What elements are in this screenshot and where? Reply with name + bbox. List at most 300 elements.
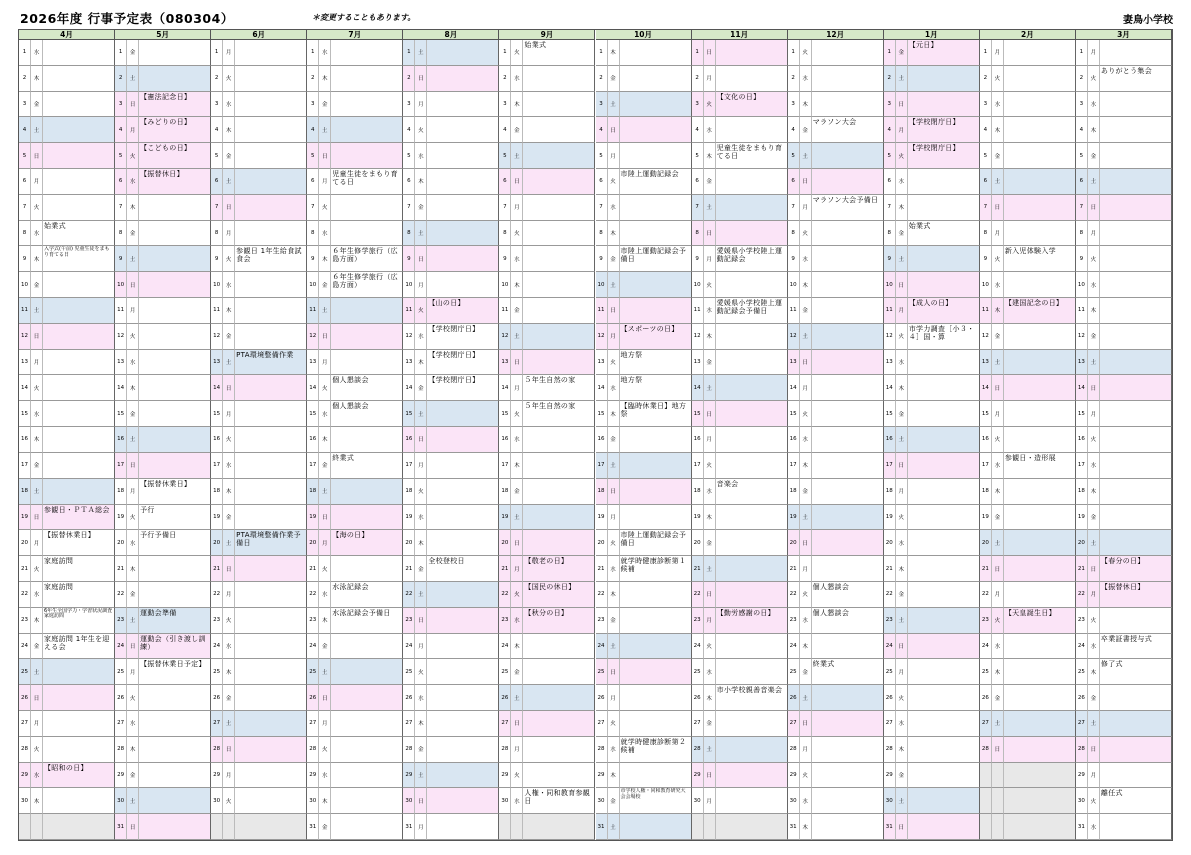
weekday: 土 [992,169,1004,195]
event-cell [43,788,115,814]
day-number: 21 [211,556,223,582]
weekday: 水 [415,324,427,350]
event-cell: 卒業証書授与式 [1100,634,1172,660]
event-cell [235,737,307,763]
weekday: 金 [1088,143,1100,169]
event-cell: 地方祭 [620,375,692,401]
weekday: 木 [415,530,427,556]
day-number: 7 [596,195,608,221]
weekday: 金 [704,350,716,376]
day-number: 20 [403,530,415,556]
day-number: 16 [692,427,704,453]
day-number: 3 [499,92,511,118]
month-header: 2月 [980,30,1076,40]
day-number: 31 [115,814,127,840]
event-cell [908,479,980,505]
day-number: 22 [499,582,511,608]
weekday: 金 [319,92,331,118]
event-cell: 【振替休業日】 [43,530,115,556]
day-number: 27 [1076,711,1088,737]
weekday: 水 [896,711,908,737]
event-cell [716,221,788,247]
month-header: 8月 [403,30,499,40]
day-number: 9 [884,246,896,272]
day-number: 18 [884,479,896,505]
event-cell [235,556,307,582]
day-number: 4 [211,117,223,143]
day-number: 16 [980,427,992,453]
day-number: 2 [884,66,896,92]
weekday: 日 [415,427,427,453]
event-cell: 市学力調査［小３・４］国・算 [908,324,980,350]
day-number: 5 [788,143,800,169]
weekday: 月 [992,401,1004,427]
day-number: 19 [211,505,223,531]
weekday: 金 [415,556,427,582]
weekday: 月 [223,582,235,608]
day-number: 11 [211,298,223,324]
weekday: 月 [223,763,235,789]
event-cell [812,530,884,556]
day-number: 18 [499,479,511,505]
day-number: 5 [211,143,223,169]
day-number: 30 [884,788,896,814]
weekday [992,814,1004,840]
event-cell [139,556,211,582]
event-cell [331,298,403,324]
weekday: 日 [800,350,812,376]
day-number: 17 [307,453,319,479]
weekday: 月 [31,530,43,556]
weekday: 月 [415,634,427,660]
day-number: 12 [692,324,704,350]
day-number: 18 [596,479,608,505]
weekday: 金 [896,221,908,247]
weekday: 日 [223,737,235,763]
weekday: 水 [319,582,331,608]
weekday: 土 [511,143,523,169]
weekday: 金 [800,659,812,685]
event-cell [1004,169,1076,195]
weekday: 金 [896,40,908,66]
day-number: 27 [596,711,608,737]
day-number: 15 [692,401,704,427]
weekday: 木 [704,324,716,350]
event-cell [716,814,788,840]
day-number: 24 [307,634,319,660]
weekday: 金 [415,375,427,401]
weekday: 水 [31,763,43,789]
day-number: 10 [596,272,608,298]
weekday: 火 [800,40,812,66]
weekday: 土 [223,711,235,737]
event-cell [1004,814,1076,840]
day-number: 20 [19,530,31,556]
event-cell [812,143,884,169]
day-number: 17 [692,453,704,479]
event-cell [235,659,307,685]
day-number: 29 [211,763,223,789]
day-number: 11 [19,298,31,324]
day-number: 2 [211,66,223,92]
weekday: 水 [223,453,235,479]
event-cell [1100,246,1172,272]
day-number: 19 [980,505,992,531]
day-number: 18 [692,479,704,505]
day-number: 5 [115,143,127,169]
event-cell [427,763,499,789]
event-cell [139,221,211,247]
weekday: 木 [511,634,523,660]
day-number: 11 [692,298,704,324]
day-number: 12 [19,324,31,350]
weekday: 木 [511,453,523,479]
event-cell [235,608,307,634]
day-number: 23 [980,608,992,634]
weekday: 金 [127,763,139,789]
event-cell [139,814,211,840]
day-number: 21 [596,556,608,582]
event-cell [43,659,115,685]
weekday: 木 [704,505,716,531]
event-cell [1100,711,1172,737]
weekday: 水 [1088,453,1100,479]
event-cell [1004,737,1076,763]
weekday: 日 [992,195,1004,221]
day-number: 26 [596,685,608,711]
weekday: 土 [31,479,43,505]
day-number: 1 [115,40,127,66]
event-cell [523,246,595,272]
day-number: 22 [884,582,896,608]
weekday: 水 [319,763,331,789]
day-number: 30 [115,788,127,814]
weekday: 木 [31,246,43,272]
event-cell [331,737,403,763]
event-cell [331,66,403,92]
event-cell [620,40,692,66]
weekday: 火 [127,505,139,531]
event-cell: 予行 [139,505,211,531]
event-cell [620,608,692,634]
weekday: 水 [992,92,1004,118]
day-number: 13 [692,350,704,376]
month-header: 9月 [499,30,595,40]
weekday: 土 [896,608,908,634]
weekday: 月 [704,427,716,453]
weekday: 木 [319,788,331,814]
day-number: 26 [307,685,319,711]
weekday: 水 [127,530,139,556]
day-number: 23 [115,608,127,634]
day-number: 23 [403,608,415,634]
event-cell [1004,634,1076,660]
day-number: 15 [499,401,511,427]
weekday: 木 [31,427,43,453]
event-cell [331,685,403,711]
weekday: 日 [31,143,43,169]
event-cell [427,788,499,814]
weekday: 木 [704,143,716,169]
day-number: 17 [115,453,127,479]
weekday: 水 [31,40,43,66]
event-cell [331,659,403,685]
event-cell [620,453,692,479]
event-cell: マラソン大会 [812,117,884,143]
day-number: 1 [1076,40,1088,66]
day-number: 8 [788,221,800,247]
weekday: 木 [319,246,331,272]
day-number: 14 [596,375,608,401]
day-number: 13 [115,350,127,376]
weekday: 土 [896,788,908,814]
day-number: 21 [403,556,415,582]
weekday: 月 [415,814,427,840]
event-cell [427,427,499,453]
weekday: 月 [319,350,331,376]
day-number: 21 [499,556,511,582]
event-cell [1004,685,1076,711]
event-cell: 【臨時休業日】地方祭 [620,401,692,427]
day-number: 1 [884,40,896,66]
day-number: 11 [115,298,127,324]
event-cell [139,298,211,324]
event-cell [620,221,692,247]
event-cell [1100,685,1172,711]
weekday: 火 [511,221,523,247]
day-number: 20 [884,530,896,556]
event-cell: 【勤労感謝の日】 [716,608,788,634]
day-number: 13 [596,350,608,376]
month-header: 6月 [211,30,307,40]
weekday: 土 [608,272,620,298]
event-cell [1004,582,1076,608]
day-number: 31 [307,814,319,840]
event-cell: 【振替休日】 [139,169,211,195]
day-number: 14 [19,375,31,401]
event-cell: 【海の日】 [331,530,403,556]
day-number: 15 [788,401,800,427]
event-cell [1004,788,1076,814]
event-cell [1100,350,1172,376]
event-cell: 児童生徒をまもり育てる日 [716,143,788,169]
weekday: 月 [31,350,43,376]
weekday: 月 [1088,582,1100,608]
weekday: 月 [127,298,139,324]
weekday: 火 [896,685,908,711]
event-cell: 音楽会 [716,479,788,505]
weekday: 日 [1088,195,1100,221]
weekday: 金 [896,763,908,789]
day-number: 21 [788,556,800,582]
day-number: 8 [692,221,704,247]
day-number: 4 [596,117,608,143]
day-number: 19 [403,505,415,531]
event-cell: 【学校閉庁日】 [427,324,499,350]
weekday: 日 [608,117,620,143]
weekday: 木 [127,737,139,763]
weekday: 月 [127,117,139,143]
weekday: 火 [704,453,716,479]
event-cell [43,479,115,505]
event-cell [523,169,595,195]
weekday: 金 [992,324,1004,350]
weekday: 土 [704,737,716,763]
weekday: 木 [1088,659,1100,685]
event-cell [235,634,307,660]
event-cell: 【学校閉庁日】 [427,350,499,376]
day-number: 5 [403,143,415,169]
weekday: 土 [319,298,331,324]
day-number: 13 [211,350,223,376]
weekday: 火 [223,246,235,272]
event-cell [716,195,788,221]
weekday: 日 [511,169,523,195]
weekday: 水 [223,634,235,660]
event-cell [1004,711,1076,737]
event-cell [620,117,692,143]
day-number: 16 [211,427,223,453]
day-number: 20 [307,530,319,556]
weekday: 金 [223,505,235,531]
weekday: 月 [1088,40,1100,66]
day-number: 7 [403,195,415,221]
day-number: 22 [403,582,415,608]
day-number: 11 [403,298,415,324]
day-number: 12 [499,324,511,350]
day-number: 20 [115,530,127,556]
day-number: 7 [788,195,800,221]
weekday: 金 [800,298,812,324]
weekday: 木 [223,659,235,685]
event-cell: 水泳記録会予備日 [331,608,403,634]
weekday: 土 [223,350,235,376]
weekday: 土 [127,608,139,634]
event-cell [427,169,499,195]
weekday: 月 [511,195,523,221]
event-cell [812,479,884,505]
day-number: 24 [499,634,511,660]
weekday: 木 [223,298,235,324]
weekday: 水 [415,505,427,531]
day-number: 7 [692,195,704,221]
weekday: 金 [319,814,331,840]
weekday: 金 [415,737,427,763]
weekday: 火 [223,788,235,814]
day-number: 2 [403,66,415,92]
day-number: 1 [211,40,223,66]
day-number: 13 [1076,350,1088,376]
day-number: 22 [596,582,608,608]
event-cell: 個人懇談会 [812,582,884,608]
event-cell [812,556,884,582]
weekday: 水 [704,117,716,143]
event-cell [1100,375,1172,401]
weekday: 水 [704,479,716,505]
event-cell [43,401,115,427]
event-cell: 参観日 1年生給食試食会 [235,246,307,272]
event-cell [1004,763,1076,789]
day-number: 26 [499,685,511,711]
weekday: 水 [992,634,1004,660]
weekday: 木 [511,272,523,298]
day-number: 25 [692,659,704,685]
weekday: 月 [223,221,235,247]
weekday: 水 [704,659,716,685]
event-cell [43,324,115,350]
event-cell [620,195,692,221]
day-number: 22 [1076,582,1088,608]
event-cell [331,350,403,376]
day-number: 2 [1076,66,1088,92]
weekday: 日 [992,375,1004,401]
event-cell [1004,143,1076,169]
weekday: 月 [415,272,427,298]
event-cell [43,350,115,376]
day-number: 6 [788,169,800,195]
day-number: 23 [596,608,608,634]
day-number: 13 [884,350,896,376]
event-cell [812,272,884,298]
weekday: 木 [415,711,427,737]
day-number: 13 [403,350,415,376]
event-cell [908,582,980,608]
day-number: 9 [115,246,127,272]
weekday: 火 [31,556,43,582]
event-cell [523,453,595,479]
weekday: 月 [31,711,43,737]
day-number: 11 [1076,298,1088,324]
day-number: 21 [19,556,31,582]
event-cell [235,505,307,531]
event-cell [235,272,307,298]
event-cell [620,298,692,324]
day-number: 26 [211,685,223,711]
day-number: 25 [211,659,223,685]
event-cell [716,66,788,92]
day-number: 5 [19,143,31,169]
day-number: 25 [788,659,800,685]
event-cell [427,453,499,479]
weekday: 火 [127,685,139,711]
weekday: 水 [800,788,812,814]
weekday: 木 [896,556,908,582]
weekday: 火 [319,375,331,401]
event-cell [427,582,499,608]
event-cell [139,582,211,608]
day-number: 5 [499,143,511,169]
day-number: 7 [307,195,319,221]
weekday: 金 [223,685,235,711]
event-cell [235,763,307,789]
weekday: 月 [127,479,139,505]
day-number: 9 [403,246,415,272]
weekday: 火 [608,169,620,195]
weekday: 金 [31,453,43,479]
event-cell [331,40,403,66]
weekday: 金 [896,401,908,427]
day-number: 8 [115,221,127,247]
day-number: 30 [19,788,31,814]
day-number: 19 [307,505,319,531]
event-cell [620,143,692,169]
event-cell [235,401,307,427]
event-cell [620,763,692,789]
event-cell: 【学校閉庁日】 [427,375,499,401]
event-cell [523,634,595,660]
day-number: 29 [499,763,511,789]
weekday: 木 [992,298,1004,324]
